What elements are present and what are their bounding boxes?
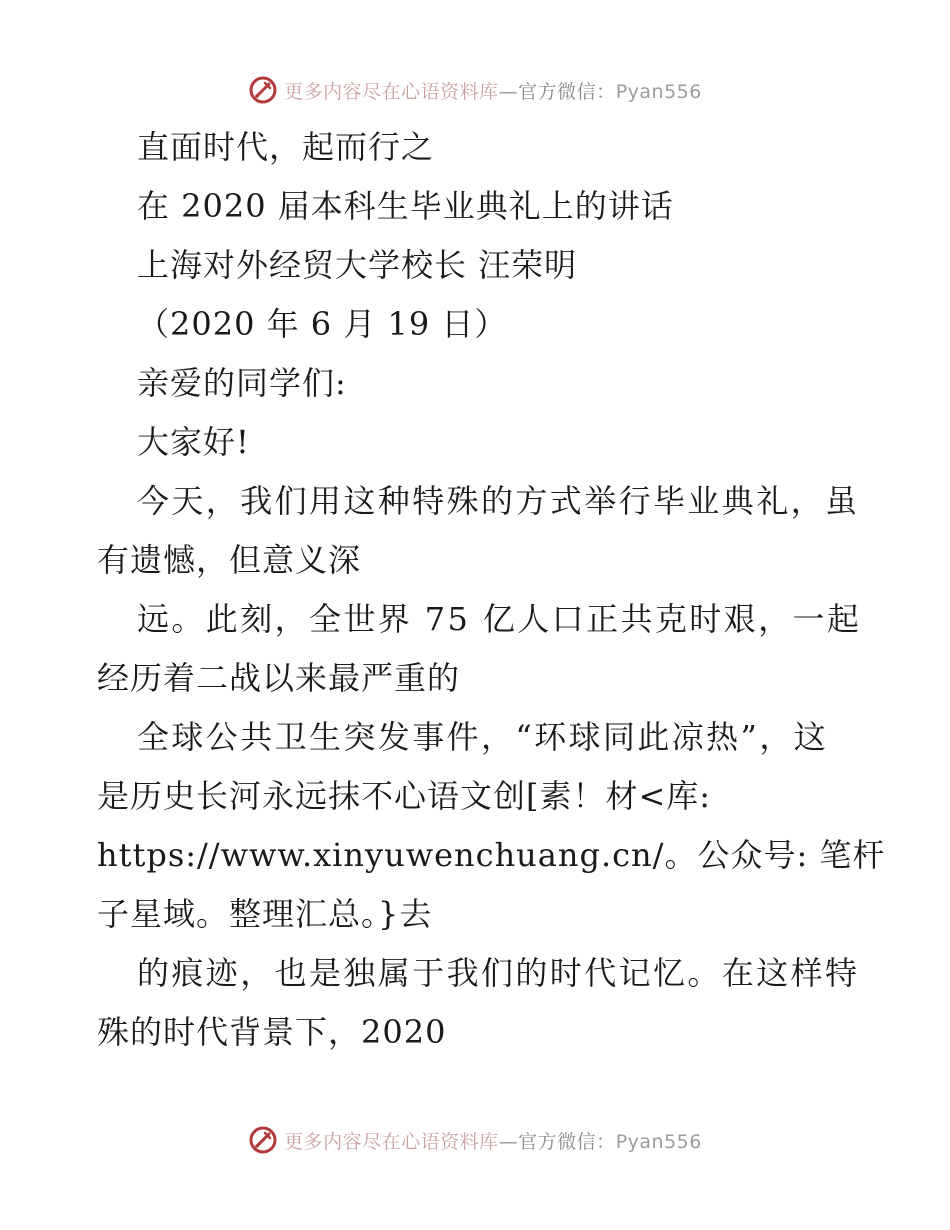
document-subtitle: 在 2020 届本科生毕业典礼上的讲话 [137, 187, 674, 225]
salutation: 亲爱的同学们: [137, 364, 347, 402]
pen-seal-logo-icon [248, 75, 278, 105]
watermark-separator: — [498, 80, 519, 103]
paragraph-line: 有遗憾，但意义深 [97, 541, 362, 579]
paragraph-line: 远。此刻，全世界 75 亿人口正共克时艰，一起 [137, 600, 862, 638]
document-body [97, 118, 886, 1062]
watermark-label: 官方微信： [518, 80, 616, 103]
watermark-label: 官方微信： [518, 1130, 616, 1153]
document-title: 直面时代，起而行之 [137, 128, 435, 166]
watermark-separator: — [498, 1130, 519, 1153]
watermark-wechat-id: Pyan556 [615, 80, 702, 103]
pen-seal-logo-icon [248, 1125, 278, 1155]
paragraph-line: 是历史长河永远抹不心语文创[素！材<库: [97, 777, 712, 815]
watermark-text [284, 1127, 702, 1154]
watermark-wechat-id: Pyan556 [615, 1130, 702, 1153]
paragraph-line: 全球公共卫生突发事件，“环球同此凉热”，这 [137, 718, 829, 756]
paragraph-line: 殊的时代背景下，2020 [97, 1013, 447, 1051]
watermark-brand: 更多内容尽在心语资料库 [284, 1130, 499, 1153]
document-author: 上海对外经贸大学校长 汪荣明 [137, 246, 578, 284]
watermark-brand: 更多内容尽在心语资料库 [284, 80, 499, 103]
footer-watermark [0, 1122, 950, 1158]
greeting: 大家好! [137, 423, 250, 461]
paragraph-line: 经历着二战以来最严重的 [97, 659, 461, 697]
document-date: （2020 年 6 月 19 日） [137, 305, 508, 343]
paragraph-line: 的痕迹，也是独属于我们的时代记忆。在这样特 [137, 954, 860, 992]
watermark-text [284, 77, 702, 104]
paragraph-line: 子星域。整理汇总。}去 [97, 895, 433, 933]
paragraph-line: https://www.xinyuwenchuang.cn/。公众号: 笔杆 [97, 836, 886, 874]
paragraph-line: 今天，我们用这种特殊的方式举行毕业典礼，虽 [137, 482, 860, 520]
header-watermark [0, 72, 950, 108]
